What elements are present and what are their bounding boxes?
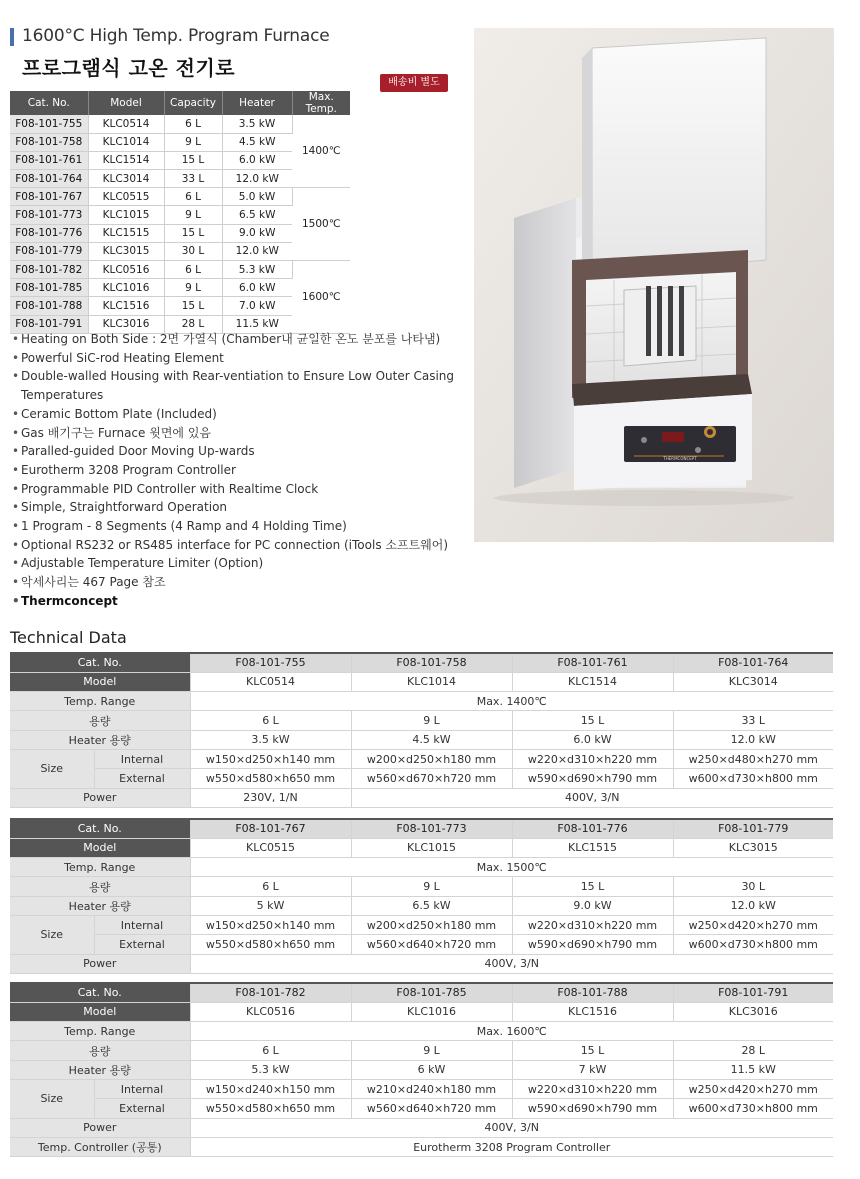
power-row [10,1118,833,1137]
cat-no: F08-101-782 [10,261,88,279]
temp-row [10,858,833,877]
feature-item: • 악세사리는 467 Page 참조 [12,573,462,592]
heater: 4.5 kW [222,133,292,151]
model-row [10,838,833,857]
model: KLC0515 [88,188,164,206]
capacity: 6 L [190,711,351,730]
model: KLC1014 [351,672,512,691]
heater: 6.0 kW [222,279,292,297]
power-label: Power [10,788,190,807]
col-capacity: Capacity [164,91,222,115]
cat-label: Cat. No. [10,653,190,672]
title-accent-bar [10,28,14,46]
model: KLC0516 [88,261,164,279]
capacity: 9 L [164,279,222,297]
cat-no: F08-101-773 [10,206,88,224]
feature-item: • Adjustable Temperature Limiter (Option) [12,554,462,573]
shipping-badge: 배송비 별도 [380,74,448,92]
feature-item: • Heating on Both Side : 2면 가열식 (Chamber내 균일한 온도 분포를 나타냄) [12,330,462,349]
photo-brand-label: THERMCONCEPT [663,456,697,461]
power: 400V, 3/N [190,1118,833,1137]
internal-row [10,1079,833,1098]
external-label: External [94,935,190,954]
heater: 11.5 kW [673,1060,833,1079]
temp-label: Temp. Range [10,1022,190,1041]
model-label: Model [10,672,190,691]
capacity-row [10,877,833,896]
cat-no: F08-101-785 [10,279,88,297]
capacity: 15 L [512,877,673,896]
capacity: 9 L [351,1041,512,1060]
heater: 9.0 kW [222,224,292,242]
heater: 5.0 kW [222,188,292,206]
model: KLC3016 [673,1002,833,1021]
model: KLC3016 [88,315,164,333]
temp-range: Max. 1500℃ [190,858,833,877]
external-size: w560×d640×h720 mm [351,1099,512,1118]
cat-no: F08-101-767 [10,188,88,206]
internal-size: w250×d420×h270 mm [673,1079,833,1098]
cat-no: F08-101-764 [10,170,88,188]
capacity: 33 L [673,711,833,730]
feature-item: • Ceramic Bottom Plate (Included) [12,405,462,424]
cat-no: F08-101-767 [190,819,351,838]
internal-size: w250×d420×h270 mm [673,915,833,934]
capacity: 9 L [164,133,222,151]
internal-size: w150×d250×h140 mm [190,749,351,768]
feature-item: • Double-walled Housing with Rear-ventiation to Ensure Low Outer Casing Temperatures [12,367,462,404]
temp-row [10,1022,833,1041]
heater: 9.0 kW [512,896,673,915]
cat-no: F08-101-788 [512,983,673,1002]
capacity-row [10,711,833,730]
external-size: w600×d730×h800 mm [673,935,833,954]
model: KLC1516 [88,297,164,315]
model: KLC0514 [88,115,164,133]
heater: 6.5 kW [222,206,292,224]
model: KLC1015 [88,206,164,224]
feature-item: • Gas 배기구는 Furnace 윗면에 있음 [12,424,462,443]
tech-table-1400 [10,652,833,808]
cat-no: F08-101-776 [512,819,673,838]
heater: 5.3 kW [190,1060,351,1079]
external-size: w560×d670×h720 mm [351,769,512,788]
cat-no: F08-101-791 [673,983,833,1002]
heater-row [10,730,833,749]
page-title: 1600°C High Temp. Program Furnace [22,26,330,46]
heater-label: Heater 용량 [10,896,190,915]
cat-row [10,819,833,838]
table-row [10,261,350,279]
heater: 11.5 kW [222,315,292,333]
temp-label: Temp. Range [10,692,190,711]
power-row [10,788,833,807]
power-label: Power [10,1118,190,1137]
temp-range: Max. 1600℃ [190,1022,833,1041]
heater: 12.0 kW [673,730,833,749]
catalog-table [10,91,350,334]
capacity: 30 L [164,242,222,260]
capacity: 6 L [164,188,222,206]
heater-label: Heater 용량 [10,1060,190,1079]
heater: 5.3 kW [222,261,292,279]
external-size: w550×d580×h650 mm [190,1099,351,1118]
col-heater: Heater [222,91,292,115]
feature-list [12,330,462,611]
feature-item: • 1 Program - 8 Segments (4 Ramp and 4 Holding Time) [12,517,462,536]
power-label: Power [10,954,190,973]
model-label: Model [10,1002,190,1021]
max-temp: 1400℃ [292,115,350,188]
technical-data-title: Technical Data [10,628,127,647]
capacity: 33 L [164,170,222,188]
col-model: Model [88,91,164,115]
internal-size: w210×d240×h180 mm [351,1079,512,1098]
power: 400V, 3/N [190,954,833,973]
max-temp: 1500℃ [292,188,350,261]
cat-no: F08-101-779 [10,242,88,260]
power: 400V, 3/N [351,788,833,807]
cat-no: F08-101-791 [10,315,88,333]
feature-item: • Optional RS232 or RS485 interface for PC connection (iTools 소프트웨어) [12,536,462,555]
model: KLC1516 [512,1002,673,1021]
heater: 12.0 kW [673,896,833,915]
external-size: w560×d640×h720 mm [351,935,512,954]
feature-item-brand: • Thermconcept [12,592,462,611]
capacity: 6 L [190,877,351,896]
table-row [10,188,350,206]
external-size: w550×d580×h650 mm [190,935,351,954]
model-label: Model [10,838,190,857]
heater: 12.0 kW [222,242,292,260]
capacity: 15 L [164,151,222,169]
capacity: 9 L [351,711,512,730]
model: KLC1515 [512,838,673,857]
temp-label: Temp. Range [10,858,190,877]
table-row [10,115,350,133]
model-row [10,1002,833,1021]
external-row [10,769,833,788]
internal-size: w220×d310×h220 mm [512,915,673,934]
internal-size: w150×d250×h140 mm [190,915,351,934]
capacity-label: 용량 [10,711,190,730]
heater: 6.0 kW [512,730,673,749]
col-cat-no: Cat. No. [10,91,88,115]
heater: 6 kW [351,1060,512,1079]
capacity: 9 L [164,206,222,224]
cat-no: F08-101-779 [673,819,833,838]
heater-label: Heater 용량 [10,730,190,749]
capacity-row [10,1041,833,1060]
model: KLC1514 [512,672,673,691]
feature-item: • Powerful SiC-rod Heating Element [12,349,462,368]
product-photo [474,28,834,542]
max-temp: 1600℃ [292,261,350,334]
internal-row [10,915,833,934]
col-max-temp: Max. Temp. [292,91,350,115]
capacity: 28 L [164,315,222,333]
capacity: 6 L [164,115,222,133]
model: KLC1014 [88,133,164,151]
cat-label: Cat. No. [10,819,190,838]
heater: 12.0 kW [222,170,292,188]
model: KLC3014 [88,170,164,188]
internal-label: Internal [94,915,190,934]
heater: 5 kW [190,896,351,915]
capacity: 15 L [512,711,673,730]
controller: Eurotherm 3208 Program Controller [190,1137,833,1156]
tech-table-1500 [10,818,833,974]
internal-size: w200×d250×h180 mm [351,749,512,768]
feature-item: • Paralled-guided Door Moving Up-wards [12,442,462,461]
model: KLC0514 [190,672,351,691]
capacity: 15 L [164,224,222,242]
temp-range: Max. 1400℃ [190,692,833,711]
page-subtitle-korean: 프로그램식 고온 전기로 [22,56,236,80]
external-row [10,1099,833,1118]
model: KLC1016 [88,279,164,297]
cat-no: F08-101-755 [10,115,88,133]
heater: 7 kW [512,1060,673,1079]
capacity: 15 L [164,297,222,315]
furnace-illustration [474,28,834,542]
heater: 3.5 kW [222,115,292,133]
heater: 7.0 kW [222,297,292,315]
internal-label: Internal [94,1079,190,1098]
capacity: 6 L [190,1041,351,1060]
size-label: Size [10,915,94,954]
model: KLC1514 [88,151,164,169]
feature-item: • Programmable PID Controller with Realtime Clock [12,480,462,499]
cat-no: F08-101-755 [190,653,351,672]
model: KLC1015 [351,838,512,857]
heater-row [10,896,833,915]
power: 230V, 1/N [190,788,351,807]
controller-label: Temp. Controller (공통) [10,1137,190,1156]
heater: 3.5 kW [190,730,351,749]
external-row [10,935,833,954]
heater: 4.5 kW [351,730,512,749]
heater: 6.0 kW [222,151,292,169]
cat-no: F08-101-758 [351,653,512,672]
internal-row [10,749,833,768]
capacity-label: 용량 [10,1041,190,1060]
catalog-header-row [10,91,350,115]
external-size: w590×d690×h790 mm [512,935,673,954]
internal-size: w220×d310×h220 mm [512,1079,673,1098]
cat-no: F08-101-785 [351,983,512,1002]
cat-no: F08-101-773 [351,819,512,838]
cat-no: F08-101-788 [10,297,88,315]
model: KLC1515 [88,224,164,242]
capacity-label: 용량 [10,877,190,896]
cat-no: F08-101-761 [512,653,673,672]
internal-label: Internal [94,749,190,768]
external-label: External [94,1099,190,1118]
heater-row [10,1060,833,1079]
cat-no: F08-101-764 [673,653,833,672]
internal-size: w200×d250×h180 mm [351,915,512,934]
internal-size: w150×d240×h150 mm [190,1079,351,1098]
internal-size: w250×d480×h270 mm [673,749,833,768]
model: KLC3015 [673,838,833,857]
power-row [10,954,833,973]
internal-size: w220×d310×h220 mm [512,749,673,768]
external-size: w550×d580×h650 mm [190,769,351,788]
size-label: Size [10,749,94,788]
cat-no: F08-101-776 [10,224,88,242]
tech-table-1600 [10,982,833,1157]
cat-no: F08-101-758 [10,133,88,151]
cat-no: F08-101-761 [10,151,88,169]
capacity: 30 L [673,877,833,896]
capacity: 9 L [351,877,512,896]
external-size: w590×d690×h790 mm [512,769,673,788]
cat-row [10,653,833,672]
model: KLC0515 [190,838,351,857]
model: KLC3014 [673,672,833,691]
cat-no: F08-101-782 [190,983,351,1002]
controller-row [10,1137,833,1156]
temp-row [10,692,833,711]
capacity: 15 L [512,1041,673,1060]
external-label: External [94,769,190,788]
external-size: w590×d690×h790 mm [512,1099,673,1118]
capacity: 6 L [164,261,222,279]
capacity: 28 L [673,1041,833,1060]
heater: 6.5 kW [351,896,512,915]
cat-row [10,983,833,1002]
external-size: w600×d730×h800 mm [673,769,833,788]
feature-item: • Eurotherm 3208 Program Controller [12,461,462,480]
size-label: Size [10,1079,94,1118]
model: KLC3015 [88,242,164,260]
model: KLC0516 [190,1002,351,1021]
feature-item: • Simple, Straightforward Operation [12,498,462,517]
external-size: w600×d730×h800 mm [673,1099,833,1118]
model-row [10,672,833,691]
model: KLC1016 [351,1002,512,1021]
cat-label: Cat. No. [10,983,190,1002]
